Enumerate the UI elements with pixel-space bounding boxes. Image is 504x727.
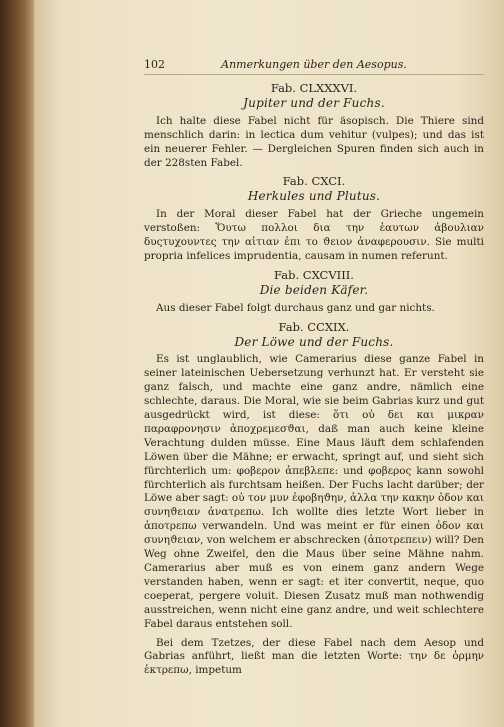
fable-note: Aus dieser Fabel folgt durchaus ganz und gar nichts. (156, 301, 435, 314)
fable-number: Fab. CXCI. (282, 174, 346, 189)
fable-number: Fab. CXCVIII. (274, 267, 354, 282)
fable-number: Fab. CLXXXVI. (270, 81, 358, 95)
fable-title: Jupiter und der Fuchs. (243, 95, 385, 110)
fable-title: Der Löwe und der Fuchs. (234, 334, 394, 349)
running-header (144, 58, 484, 75)
fable-number: Fab. CCXIX. (278, 319, 350, 334)
book-page (34, 0, 504, 727)
running-title: Anmerkungen über den Aesopus. (221, 58, 407, 71)
page-content (144, 58, 484, 683)
fable-note-continued: Bei dem Tzetzes, der diese Fabel nach dem Aesop und Gabrias anführt, ließt man die letzten Worte: την δε ὁρμην ἐκτρεπω, impetum (144, 636, 484, 677)
fable-note: Ich halte diese Fabel nicht für äsopisch. Die Thiere sind menschlich darin: in lectica dum vehitur (vulpes); und das ist ein neuerer Fehler. — Dergleichen Spuren finden sich auch in der 228sten Fabel. (144, 114, 484, 169)
book-spine (0, 0, 34, 727)
page-number: 102 (144, 58, 165, 71)
fable-note: In der Moral dieser Fabel hat der Grieche ungemein verstoßen: Ὅυτω πολλοι δια την ἑαυτων ἀβουλιαν δυςτυχουντες την αἰτιαν ἐπι το ϑειον ἀναφερουσιν. Sie multi propria infelices imprudentia, causam in numen referunt. (144, 208, 484, 262)
fable-title: Herkules und Plutus. (247, 189, 381, 204)
fable-title: Die beiden Käfer. (259, 282, 369, 297)
fable-note: Es ist unglaublich, wie Camerarius diese ganze Fabel in seiner lateinischen Uebersetzung verhunzt hat. Er versteht sie ganz falsch, und machte eine ganz andre, nämlich eine schlechte, daraus. Die Moral, wie sie beim Gabrias kurz und gut ausgedrückt wird, ist diese: ὅτι οὐ δει και μικραν παραφρονησιν ἀποχρεμεσϑαι, daß man auch keine kleine Verachtung dulden müsse. Eine Maus läuft dem schlafenden Löwen über die Mähne; er erwacht, springt auf, und sieht sich fürchterlich um: φοβερον ἀπεβλεπε: und φοβερος kann sowohl fürchterlich als furchtsam heißen. Der Fuchs lacht darüber; der Löwe aber sagt: οὐ τον μυν ἐφοβηϑην, ἀλλα την κακην ὁδον και συνηϑειαν ἀνατρεπω. Ich wollte dies letzte Wort lieber in ἀποτρεπω verwandeln. Und was meint er für einen ὁδον και συνηϑειαν, von welchem er abschrecken (ἀποτρεπειν) will? Den Weg ohne Zweifel, den die Maus über seine Mähne nahm. Camerarius aber muß es von einem ganz andern Wege verstanden haben, wenn er sagt: et iter convertit, neque, quo coeperat, pergere voluit. Diesen Zusatz muß man nothwendig ausstreichen, wenn nicht eine ganz andre, und weit schlechtere Fabel daraus entstehen soll. (144, 353, 484, 630)
